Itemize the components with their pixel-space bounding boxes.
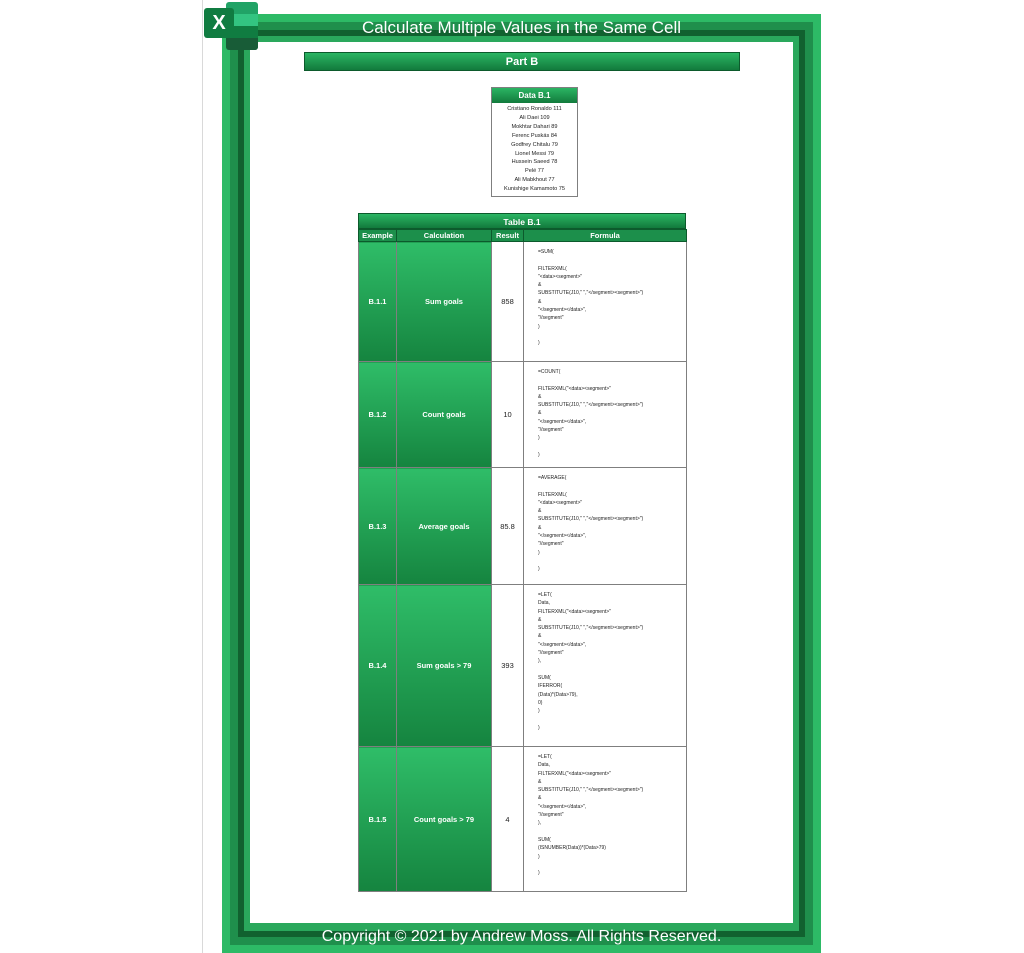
header-example: Example xyxy=(359,230,397,242)
data-box-title: Data B.1 xyxy=(492,88,577,103)
header-result: Result xyxy=(492,230,524,242)
calculation-cell: Sum goals > 79 xyxy=(397,585,492,747)
formula-line: (Data)*(Data>79), xyxy=(538,691,578,698)
data-item: Ali Mabkhout 77 xyxy=(514,177,555,184)
header-formula: Formula xyxy=(524,230,687,242)
formula-line xyxy=(538,666,686,674)
formula-line: & xyxy=(538,282,542,289)
formula-line: IFERROR( xyxy=(538,683,563,690)
formula-line: =LET( xyxy=(538,592,552,598)
formula-line: "<data><segment>" xyxy=(538,273,583,280)
formula-line: SUBSTITUTE(J10," ","</segment><segment>") xyxy=(538,625,644,632)
example-cell: B.1.4 xyxy=(359,585,397,747)
formula-line: & xyxy=(538,298,542,305)
formula-line: =AVERAGE( xyxy=(538,475,567,481)
table-row xyxy=(359,242,687,362)
formula-line: =COUNT( xyxy=(538,369,561,375)
table-row xyxy=(359,468,687,585)
calculation-cell: Count goals xyxy=(397,362,492,468)
copyright-footer: Copyright © 2021 by Andrew Moss. All Rights Reserved. xyxy=(321,928,722,945)
header-calculation: Calculation xyxy=(397,230,492,242)
formula-line: & xyxy=(538,616,542,623)
formula-line: ) xyxy=(538,451,540,458)
result-cell: 4 xyxy=(492,747,524,892)
formula-line: "//segment" xyxy=(538,427,564,434)
formula-cell xyxy=(524,242,687,362)
formula-line: "</segment></data>", xyxy=(538,533,587,540)
data-item: Kunishige Kamamoto 75 xyxy=(504,186,565,193)
formula-line: & xyxy=(538,508,542,515)
table-caption: Table B.1 xyxy=(358,213,686,229)
formula-line: FILTERXML("<data><segment>" xyxy=(538,770,611,777)
data-item: Cristiano Ronaldo 111 xyxy=(507,106,562,112)
formula-cell xyxy=(524,585,687,747)
formula-line: 0) xyxy=(538,699,543,706)
formula-line: FILTERXML( xyxy=(538,491,567,498)
data-item: Hussein Saeed 78 xyxy=(511,159,558,166)
formula-line: SUBSTITUTE(J10," ","</segment><segment>") xyxy=(538,787,644,794)
formula-line: ) xyxy=(538,435,540,442)
result-cell: 10 xyxy=(492,362,524,468)
table-b1 xyxy=(358,213,686,892)
table-row xyxy=(359,747,687,892)
example-cell: B.1.1 xyxy=(359,242,397,362)
calculation-cell: Average goals xyxy=(397,468,492,585)
formula-line: ) xyxy=(538,340,540,347)
result-cell: 858 xyxy=(492,242,524,362)
result-cell: 393 xyxy=(492,585,524,747)
formula-line: ), xyxy=(538,820,542,827)
data-box-list xyxy=(492,103,577,194)
formula-line xyxy=(538,715,686,723)
formula-line: ) xyxy=(538,323,540,330)
formula-line: =SUM( xyxy=(538,249,554,255)
formula-line: & xyxy=(538,393,542,400)
formula-cell xyxy=(524,747,687,892)
formula-line: SUBSTITUTE(J10," ","</segment><segment>") xyxy=(538,516,644,523)
formula-line: "//segment" xyxy=(538,541,564,548)
page-margin-line xyxy=(202,0,203,953)
formula-line: & xyxy=(538,795,542,802)
formula-line: (ISNUMBER(Data))*(Data>79) xyxy=(538,845,606,852)
formula-line: =LET( xyxy=(538,754,552,760)
example-cell: B.1.2 xyxy=(359,362,397,468)
formula-line: SUBSTITUTE(J10," ","</segment><segment>") xyxy=(538,290,644,297)
formula-line: & xyxy=(538,633,542,640)
formula-line: "//segment" xyxy=(538,650,564,657)
formula-line: & xyxy=(538,410,542,417)
formula-line: "</segment></data>", xyxy=(538,418,587,425)
formula-line: SUM( xyxy=(538,836,551,843)
formula-line xyxy=(538,376,686,384)
result-cell: 85.8 xyxy=(492,468,524,585)
formula-line xyxy=(538,331,686,339)
data-item: Pelé 77 xyxy=(525,168,544,175)
formula-line: ) xyxy=(538,566,540,573)
formula-line: "//segment" xyxy=(538,315,564,322)
data-item: Lionel Messi 79 xyxy=(515,150,554,157)
data-box xyxy=(491,87,578,197)
part-heading: Part B xyxy=(304,52,740,71)
formula-line xyxy=(538,482,686,490)
formula-line: FILTERXML("<data><segment>" xyxy=(538,385,611,392)
formula-line xyxy=(538,861,686,869)
formula-line xyxy=(538,443,686,451)
formula-line: ) xyxy=(538,708,540,715)
excel-logo-letter: X xyxy=(204,8,234,38)
formula-line xyxy=(538,828,686,836)
formula-line: & xyxy=(538,778,542,785)
example-cell: B.1.5 xyxy=(359,747,397,892)
example-cell: B.1.3 xyxy=(359,468,397,585)
formula-line: SUM( xyxy=(538,674,551,681)
data-item: Godfrey Chitalu 79 xyxy=(511,141,558,148)
table-row xyxy=(359,585,687,747)
formula-table xyxy=(358,229,687,892)
formula-line: ) xyxy=(538,724,540,731)
formula-line: Data, xyxy=(538,762,550,769)
formula-line: "</segment></data>", xyxy=(538,803,587,810)
formula-line: ) xyxy=(538,853,540,860)
formula-line: Data, xyxy=(538,600,550,607)
formula-line: ) xyxy=(538,870,540,877)
formula-line: "<data><segment>" xyxy=(538,499,583,506)
data-item: Ali Daei 109 xyxy=(519,114,550,121)
formula-cell xyxy=(524,468,687,585)
formula-line xyxy=(538,256,686,264)
formula-line: "//segment" xyxy=(538,812,564,819)
calculation-cell: Count goals > 79 xyxy=(397,747,492,892)
formula-line: ) xyxy=(538,549,540,556)
table-header-row xyxy=(359,230,687,242)
formula-cell xyxy=(524,362,687,468)
formula-line: "</segment></data>", xyxy=(538,307,587,314)
calculation-cell: Sum goals xyxy=(397,242,492,362)
data-item: Mokhtar Dahari 89 xyxy=(511,123,558,130)
formula-line: & xyxy=(538,524,542,531)
formula-line: FILTERXML("<data><segment>" xyxy=(538,608,611,615)
formula-line: FILTERXML( xyxy=(538,265,567,272)
formula-line: "</segment></data>", xyxy=(538,641,587,648)
table-row xyxy=(359,362,687,468)
formula-line xyxy=(538,557,686,565)
data-item: Ferenc Puskás 84 xyxy=(511,132,558,139)
formula-line: ), xyxy=(538,658,542,665)
formula-line: SUBSTITUTE(J10," ","</segment><segment>") xyxy=(538,402,644,409)
page-title: Calculate Multiple Values in the Same Cell xyxy=(361,18,682,37)
